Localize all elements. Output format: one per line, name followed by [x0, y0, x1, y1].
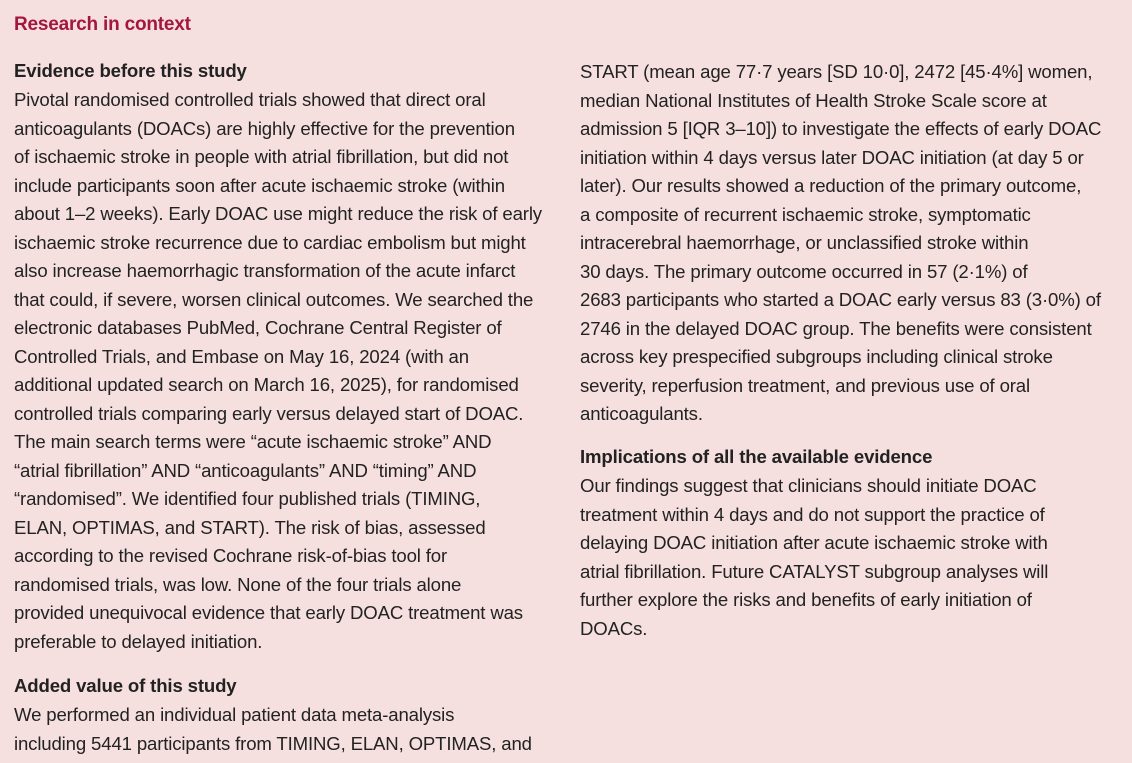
evidence-before-text: Pivotal randomised controlled trials showed that direct oral anticoagulants (DOACs) are highly effective for the prevention of ischaemic stroke in people with atrial fibrillation, but did not include participants soon after acute ischaemic stroke (within about 1–2 weeks). Early DOAC use might reduce the risk of early ischaemic stroke recurrence due to cardiac embolism but might also increase haemorrhagic transformation of the acute infarct that could, if severe, worsen clinical outcomes. We searched the electronic databases PubMed, Cochrane Central Register of Controlled Trials, and Embase on May 16, 2024 (with an additional updated search on March 16, 2025), for randomised controlled trials comparing early versus delayed start of DOAC. The main search terms were “acute ischaemic stroke” AND “atrial fibrillation” AND “anticoagulants” AND “timing” AND “randomised”. We identified four published trials (TIMING, ELAN, OPTIMAS, and START). The risk of bias, assessed according to the revised Cochrane risk-of-bias tool for randomised trials, was low. None of the four trials alone provided unequivocal evidence that early DOAC treatment was preferable to delayed initiation. [14, 89, 542, 652]
added-value-text-part2: START (mean age 77·7 years [SD 10·0], 2472 [45·4%] women, median National Institutes of Health Stroke Scale score at admission 5 [IQR 3–10]) to investigate the effects of early DOAC initiation within 4 days versus later DOAC initiation (at day 5 or later). Our results showed a reduction of the primary outcome, a composite of recurrent ischaemic stroke, symptomatic intracerebral haemorrhage, or unclassified stroke within 30 days. The primary outcome occurred in 57 (2·1%) of 2683 participants who started a DOAC early versus 83 (3·0%) of 2746 in the delayed DOAC group. The benefits were consistent across key prespecified subgroups including clinical stroke severity, reperfusion treatment, and previous use of oral anticoagulants. [580, 61, 1102, 424]
panel-heading: Research in context [14, 14, 191, 35]
added-value-title: Added value of this study [14, 675, 237, 696]
implications-text: Our findings suggest that clinicians should initiate DOAC treatment within 4 days and do not support the practice of delaying DOAC initiation after acute ischaemic stroke with atrial fibrillation. Future CATALYST subgroup analyses will further explore the risks and benefits of early initiation of DOACs. [580, 475, 1049, 639]
implications-title: Implications of all the available evidence [580, 446, 933, 467]
evidence-before-title: Evidence before this study [14, 60, 247, 81]
added-value-text-part1: We performed an individual patient data meta-analysis including 5441 participants from TIMING, ELAN, OPTIMAS, and [14, 704, 532, 754]
